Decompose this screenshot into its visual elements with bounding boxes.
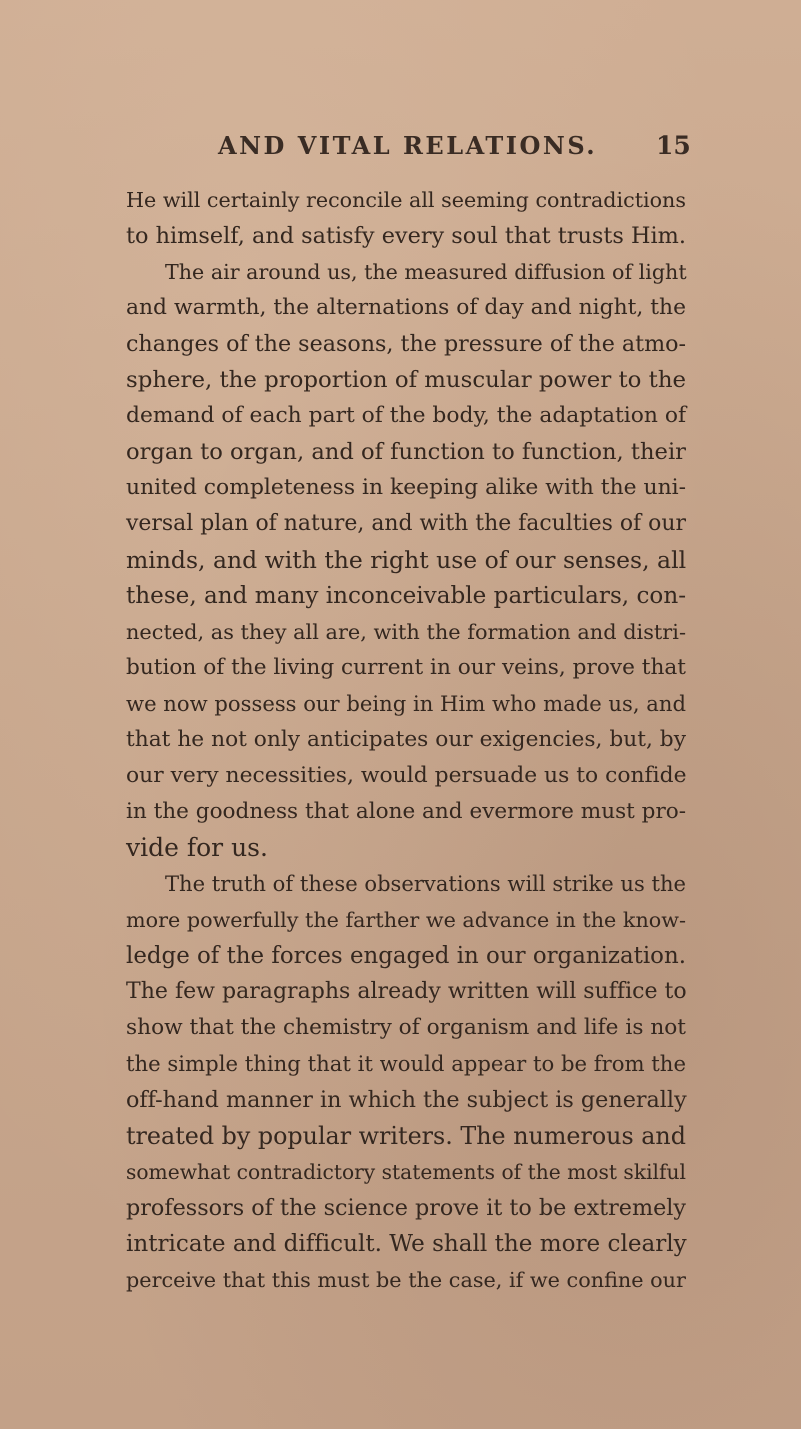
text-line: The air around us, the measured diffusion of light [165, 260, 687, 284]
text-line: these, and many inconceivable particulars, con- [126, 583, 687, 609]
text-line: sphere, the proportion of muscular power to the [126, 367, 687, 393]
text-line: demand of each part of the body, the adaptation of [126, 403, 687, 428]
text-line: to himself, and satisfy every soul that trusts Him. [126, 223, 686, 249]
text-line: minds, and with the right use of our senses, all [126, 546, 687, 574]
text-line: somewhat contradictory statements of the most skilful [126, 1160, 687, 1184]
text-line: we now possess our being in Him who made us, and [126, 691, 687, 716]
text-line: The few paragraphs already written will suffice to [126, 979, 687, 1004]
text-line: vide for us. [126, 833, 268, 862]
text-line: show that the chemistry of organism and life is not [126, 1015, 687, 1040]
text-line: united completeness in keeping alike with the uni- [126, 475, 687, 500]
text-line: in the goodness that alone and evermore must pro- [126, 799, 687, 824]
text-line: nected, as they all are, with the formation and distri- [126, 620, 686, 644]
text-line: changes of the seasons, the pressure of the atmo- [126, 331, 687, 357]
text-line: versal plan of nature, and with the faculties of our [126, 511, 686, 536]
text-line: that he not only anticipates our exigencies, but, by [126, 727, 686, 752]
text-line: The truth of these observations will strike us the [165, 871, 687, 896]
page-number: 15 [656, 131, 691, 160]
text-line: organ to organ, and of function to function, their [126, 439, 686, 465]
text-line: bution of the living current in our veins, prove that [126, 655, 686, 680]
text-line: the simple thing that it would appear to be from the [126, 1051, 686, 1076]
running-title: AND VITAL RELATIONS. [218, 131, 598, 160]
text-line: perceive that this must be the case, if we confine our [126, 1268, 686, 1292]
text-line: He will certainly reconcile all seeming contradictions [126, 188, 686, 212]
text-line: ledge of the forces engaged in our organization. [126, 943, 686, 969]
text-line: and warmth, the alternations of day and night, the [126, 295, 687, 320]
text-line: intricate and difficult. We shall the more clearly [126, 1231, 687, 1257]
text-line: our very necessities, would persuade us to confide [126, 763, 687, 788]
text-line: more powerfully the farther we advance in the know- [126, 908, 686, 932]
text-line: treated by popular writers. The numerous and [126, 1122, 686, 1150]
text-line: professors of the science prove it to be extremely [126, 1195, 687, 1221]
text-line: off-hand manner in which the subject is generally [126, 1087, 687, 1113]
running-head [0, 131, 801, 171]
